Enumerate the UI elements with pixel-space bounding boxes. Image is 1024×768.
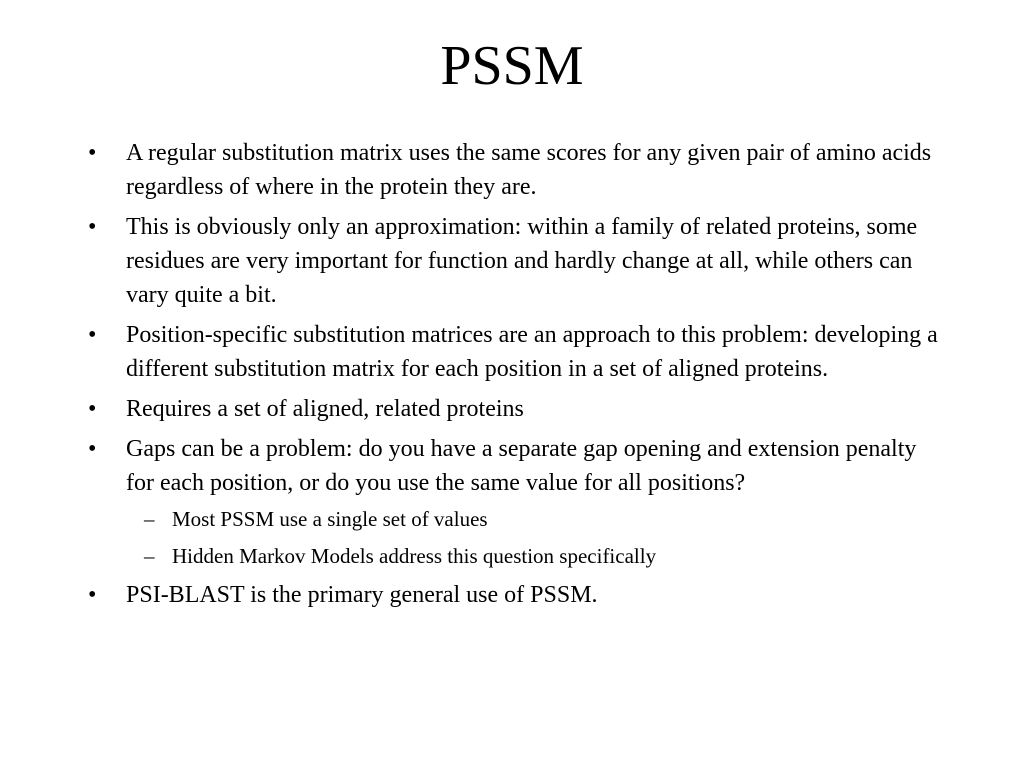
sub-bullet-list (126, 504, 948, 571)
bullet-item (88, 136, 948, 204)
dash-icon: – (144, 544, 155, 568)
bullet-text: This is obviously only an approximation: within a family of related proteins, some residues are very important for function and hardly change at all, while others can vary quite a bit. (126, 214, 918, 308)
sub-bullet-item (126, 504, 948, 534)
bullet-text: Gaps can be a problem: do you have a separate gap opening and extension penalty for each position, or do you use the same value for all positions? (126, 436, 917, 496)
sub-bullet-item (126, 541, 948, 571)
sub-bullet-text: Most PSSM use a single set of values (172, 507, 488, 531)
bullet-icon: • (88, 582, 97, 608)
dash-icon: – (144, 507, 155, 531)
slide-title: PSSM (440, 35, 584, 97)
bullet-item (88, 432, 948, 571)
bullet-icon: • (88, 322, 97, 348)
bullet-item (88, 392, 948, 426)
bullet-icon: • (88, 140, 97, 166)
bullet-text: Position-specific substitution matrices are an approach to this problem: developing a different substitution matrix for each position in a set of aligned proteins. (126, 322, 938, 382)
bullet-icon: • (88, 436, 97, 462)
bullet-list (88, 136, 948, 618)
sub-bullet-text: Hidden Markov Models address this question specifically (172, 544, 657, 568)
bullet-item (88, 210, 948, 312)
bullet-text: Requires a set of aligned, related proteins (126, 396, 524, 422)
bullet-icon: • (88, 214, 97, 240)
bullet-text: A regular substitution matrix uses the same scores for any given pair of amino acids regardless of where in the protein they are. (126, 140, 932, 200)
bullet-item (88, 578, 948, 612)
bullet-item (88, 318, 948, 386)
bullet-text: PSI-BLAST is the primary general use of PSSM. (126, 582, 598, 608)
bullet-icon: • (88, 396, 97, 422)
